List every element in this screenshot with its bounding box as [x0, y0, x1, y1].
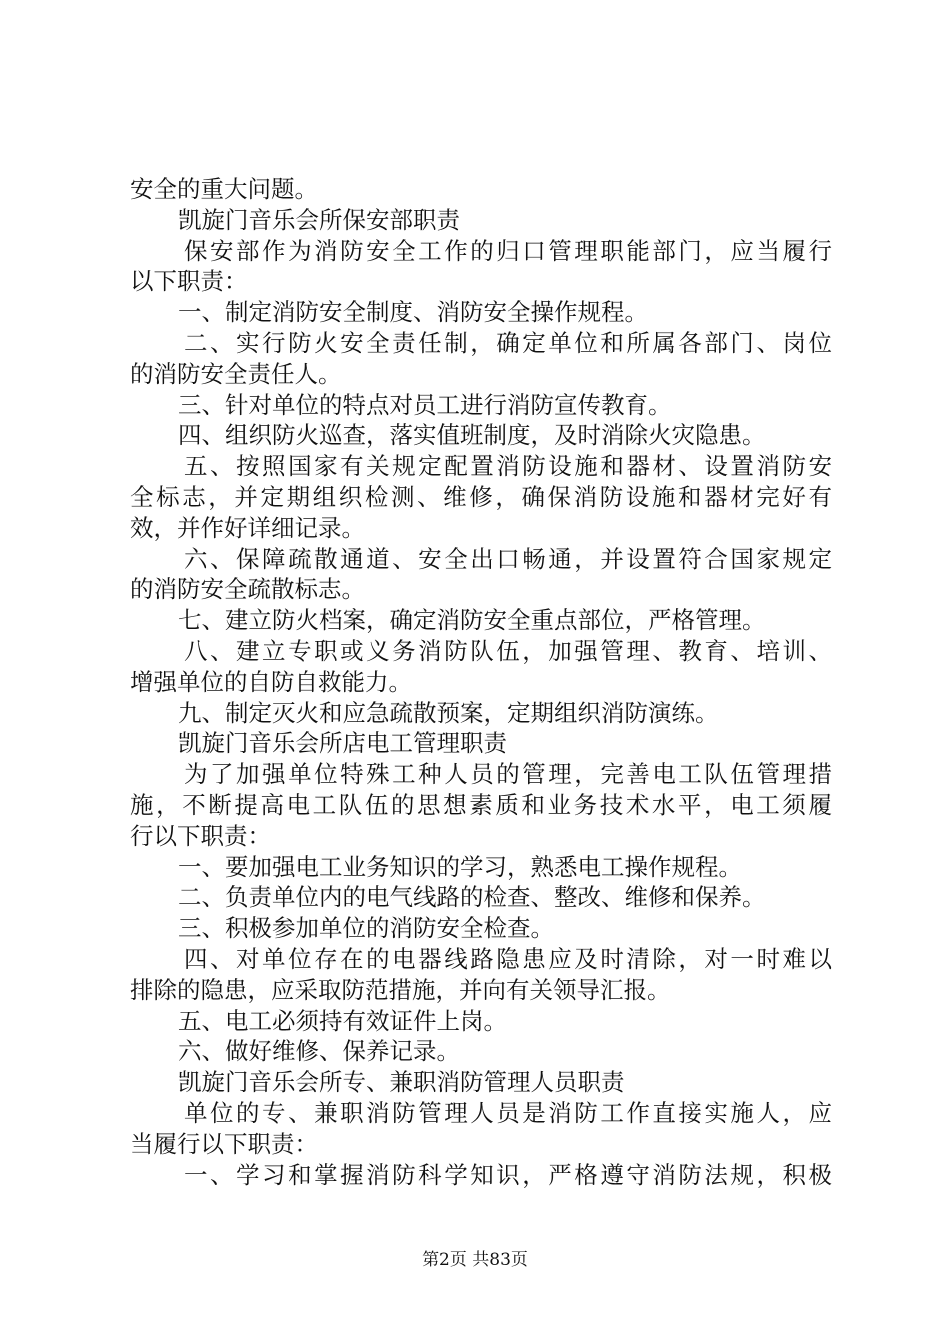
text-line: 一、学习和掌握消防科学知识，严格遵守消防法规，积极: [184, 1160, 832, 1189]
text-line: 排除的隐患，应采取防范措施，并向有关领导汇报。: [130, 975, 671, 1004]
text-line: 九、制定灭火和应急疏散预案，定期组织消防演练。: [178, 698, 719, 727]
text-line: 安全的重大问题。: [130, 175, 318, 203]
text-line: 四、组织防火巡查，落实值班制度，及时消除火灾隐患。: [178, 421, 766, 450]
text-line: 保安部作为消防安全工作的归口管理职能部门，应当履行: [184, 236, 832, 265]
text-line: 当履行以下职责：: [130, 1129, 318, 1158]
text-line: 凯旋门音乐会所保安部职责: [178, 205, 460, 234]
text-line: 六、保障疏散通道、安全出口畅通，并设置符合国家规定: [184, 544, 832, 573]
text-line: 二、实行防火安全责任制，确定单位和所属各部门、岗位: [184, 328, 832, 357]
text-line: 以下职责：: [130, 267, 248, 296]
text-line: 效，并作好详细记录。: [130, 513, 365, 542]
text-line: 四、对单位存在的电器线路隐患应及时清除，对一时难以: [184, 944, 832, 973]
text-line: 施，不断提高电工队伍的思想素质和业务技术水平，电工须履: [130, 790, 832, 819]
text-line: 凯旋门音乐会所店电工管理职责: [178, 729, 507, 758]
text-line: 为了加强单位特殊工种人员的管理，完善电工队伍管理措: [184, 760, 832, 789]
text-line: 二、负责单位内的电气线路的检查、整改、维修和保养。: [178, 883, 766, 912]
text-line: 全标志，并定期组织检测、维修，确保消防设施和器材完好有: [130, 482, 832, 511]
page-footer: 第2页 共83页: [422, 1250, 528, 1270]
document-body: [130, 174, 832, 1190]
text-line: 三、针对单位的特点对员工进行消防宣传教育。: [178, 390, 672, 419]
text-line: 五、按照国家有关规定配置消防设施和器材、设置消防安: [184, 452, 832, 481]
text-line: 一、制定消防安全制度、消防安全操作规程。: [178, 298, 648, 327]
text-line: 的消防安全疏散标志。: [130, 575, 365, 604]
text-line: 七、建立防火档案，确定消防安全重点部位，严格管理。: [178, 606, 766, 635]
text-line: 增强单位的自防自救能力。: [130, 667, 412, 696]
text-line: 凯旋门音乐会所专、兼职消防管理人员职责: [178, 1068, 625, 1097]
text-line: 一、要加强电工业务知识的学习，熟悉电工操作规程。: [178, 852, 742, 881]
text-line: 的消防安全责任人。: [130, 359, 342, 388]
text-line: 六、做好维修、保养记录。: [178, 1037, 460, 1066]
text-line: 行以下职责：: [130, 821, 271, 850]
text-line: 八、建立专职或义务消防队伍，加强管理、教育、培训、: [184, 636, 832, 665]
text-line: 单位的专、兼职消防管理人员是消防工作直接实施人，应: [184, 1098, 832, 1127]
text-line: 三、积极参加单位的消防安全检查。: [178, 914, 554, 943]
text-line: 五、电工必须持有效证件上岗。: [178, 1006, 507, 1035]
